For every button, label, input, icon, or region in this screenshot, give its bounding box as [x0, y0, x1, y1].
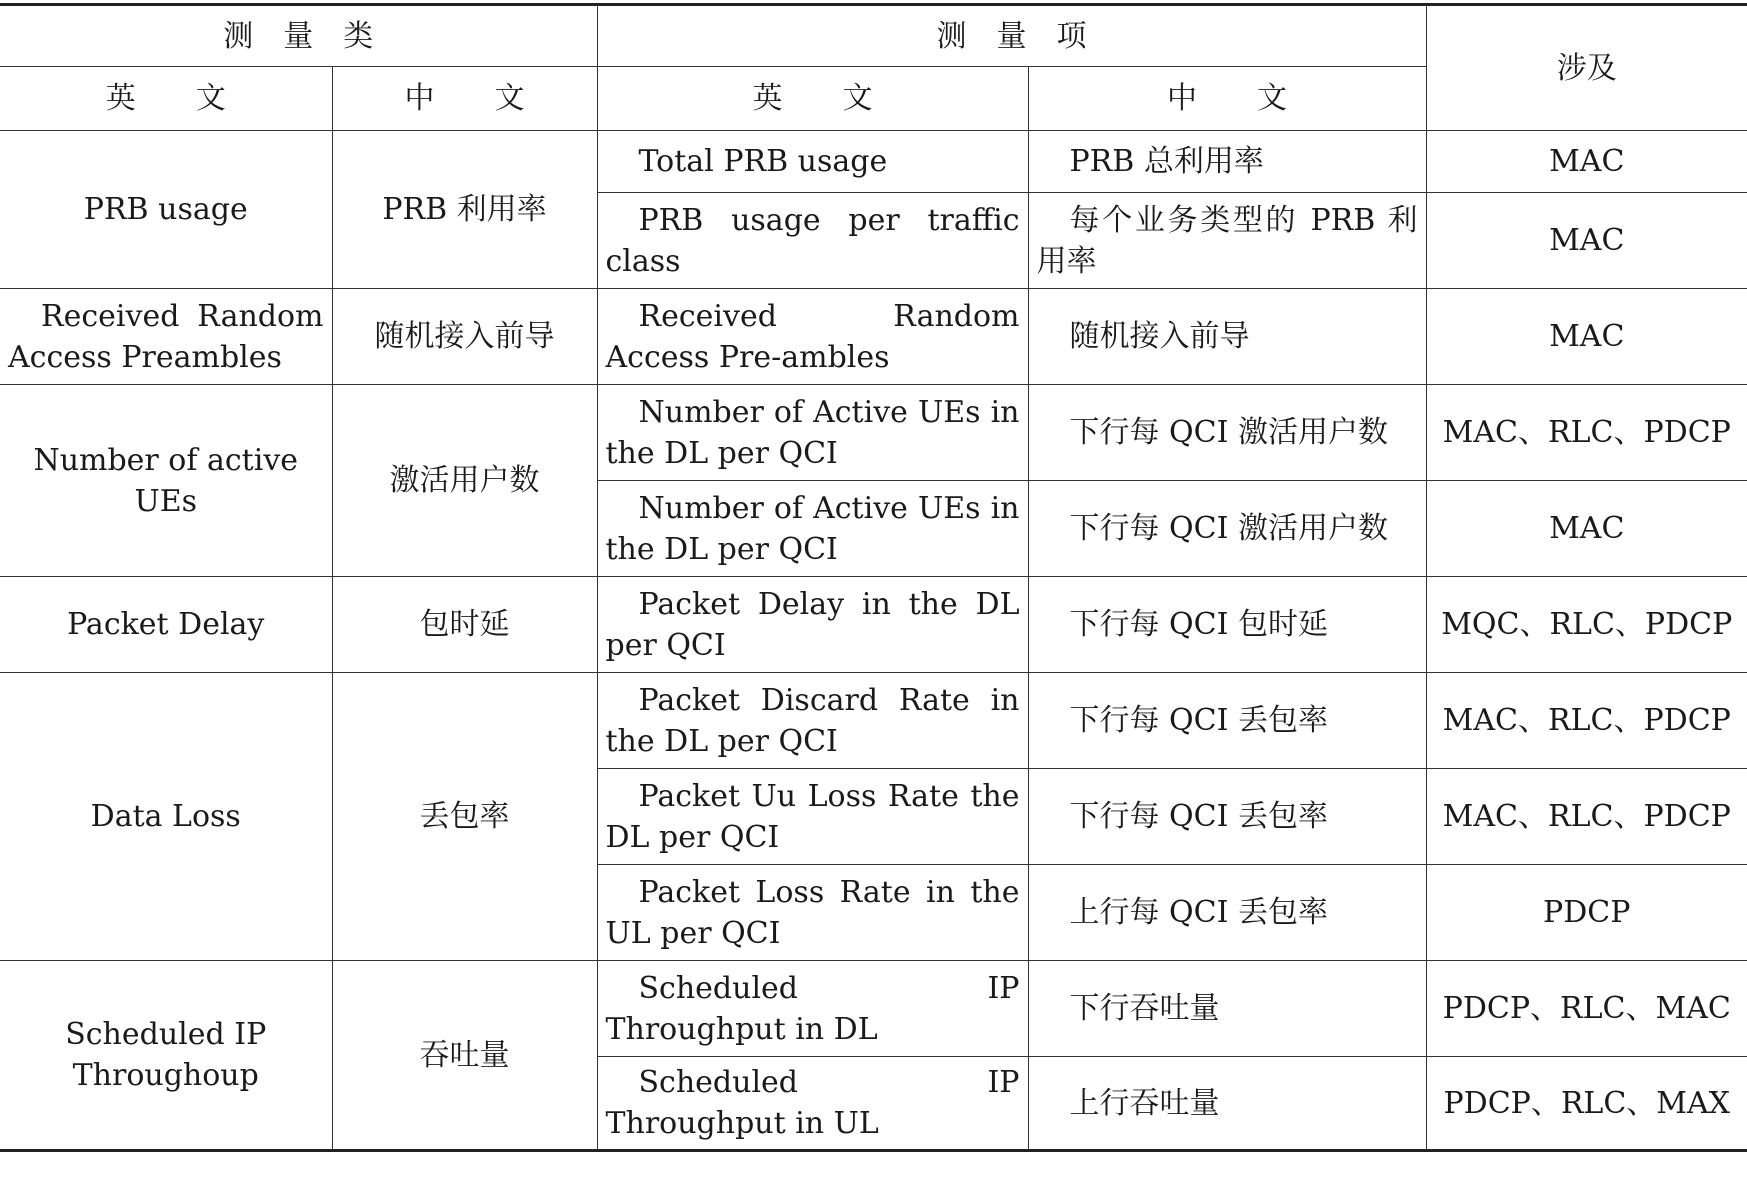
item-chinese-cell: 上行每 QCI 丢包率 — [1028, 865, 1426, 961]
item-english-cell: Packet Loss Rate in the UL per QCI — [597, 865, 1028, 961]
table-row — [0, 577, 1747, 673]
class-english-cell: Number of active UEs — [0, 385, 332, 577]
table-row — [0, 961, 1747, 1057]
item-english-cell: Scheduled IP Throughput in DL — [597, 961, 1028, 1057]
item-chinese-cell: 上行吞吐量 — [1028, 1057, 1426, 1151]
class-chinese-cell: 丢包率 — [332, 673, 597, 961]
item-chinese-cell: 下行每 QCI 激活用户数 — [1028, 385, 1426, 481]
item-english-cell: Number of Active UEs in the DL per QCI — [597, 385, 1028, 481]
item-english-cell: Total PRB usage — [597, 131, 1028, 193]
item-english-cell: Scheduled IP Throughput in UL — [597, 1057, 1028, 1151]
involves-cell: MAC、RLC、PDCP — [1426, 385, 1747, 481]
involves-cell: MQC、RLC、PDCP — [1426, 577, 1747, 673]
item-chinese-cell: 下行每 QCI 丢包率 — [1028, 673, 1426, 769]
class-english-cell: PRB usage — [0, 131, 332, 289]
measurement-table — [0, 3, 1747, 1152]
class-chinese-cell: 随机接入前导 — [332, 289, 597, 385]
class-english-cell: Received Random Access Preambles — [0, 289, 332, 385]
item-chinese-cell: 下行每 QCI 包时延 — [1028, 577, 1426, 673]
item-chinese-cell: 每个业务类型的 PRB 利用率 — [1028, 193, 1426, 289]
header-measurement-item: 测 量 项 — [597, 5, 1426, 67]
item-chinese-cell: 下行每 QCI 激活用户数 — [1028, 481, 1426, 577]
header-measurement-class: 测 量 类 — [0, 5, 597, 67]
involves-cell: MAC、RLC、PDCP — [1426, 769, 1747, 865]
involves-cell: MAC — [1426, 289, 1747, 385]
header-class-english: 英 文 — [0, 67, 332, 131]
table-row — [0, 385, 1747, 481]
item-english-cell: Packet Discard Rate in the DL per QCI — [597, 673, 1028, 769]
header-involves: 涉及 — [1426, 5, 1747, 131]
involves-cell: PDCP、RLC、MAX — [1426, 1057, 1747, 1151]
item-english-cell: Packet Uu Loss Rate the DL per QCI — [597, 769, 1028, 865]
item-chinese-cell: PRB 总利用率 — [1028, 131, 1426, 193]
class-english-cell: Data Loss — [0, 673, 332, 961]
item-chinese-cell: 下行吞吐量 — [1028, 961, 1426, 1057]
header-row-1 — [0, 5, 1747, 67]
involves-cell: MAC — [1426, 193, 1747, 289]
involves-cell: MAC、RLC、PDCP — [1426, 673, 1747, 769]
class-chinese-cell: PRB 利用率 — [332, 131, 597, 289]
item-english-cell: Number of Active UEs in the DL per QCI — [597, 481, 1028, 577]
class-chinese-cell: 吞吐量 — [332, 961, 597, 1151]
class-chinese-cell: 包时延 — [332, 577, 597, 673]
header-class-chinese: 中 文 — [332, 67, 597, 131]
class-english-cell: Packet Delay — [0, 577, 332, 673]
item-chinese-cell: 随机接入前导 — [1028, 289, 1426, 385]
table-row — [0, 673, 1747, 769]
table-row — [0, 131, 1747, 193]
item-english-cell: Received Random Access Pre-ambles — [597, 289, 1028, 385]
class-chinese-cell: 激活用户数 — [332, 385, 597, 577]
involves-cell: PDCP、RLC、MAC — [1426, 961, 1747, 1057]
item-english-cell: Packet Delay in the DL per QCI — [597, 577, 1028, 673]
item-english-cell: PRB usage per traffic class — [597, 193, 1028, 289]
involves-cell: MAC — [1426, 481, 1747, 577]
table-row — [0, 289, 1747, 385]
involves-cell: MAC — [1426, 131, 1747, 193]
header-item-english: 英 文 — [597, 67, 1028, 131]
class-english-cell: Scheduled IP Throughoup — [0, 961, 332, 1151]
item-chinese-cell: 下行每 QCI 丢包率 — [1028, 769, 1426, 865]
header-item-chinese: 中 文 — [1028, 67, 1426, 131]
involves-cell: PDCP — [1426, 865, 1747, 961]
measurement-table-container — [0, 3, 1747, 1152]
